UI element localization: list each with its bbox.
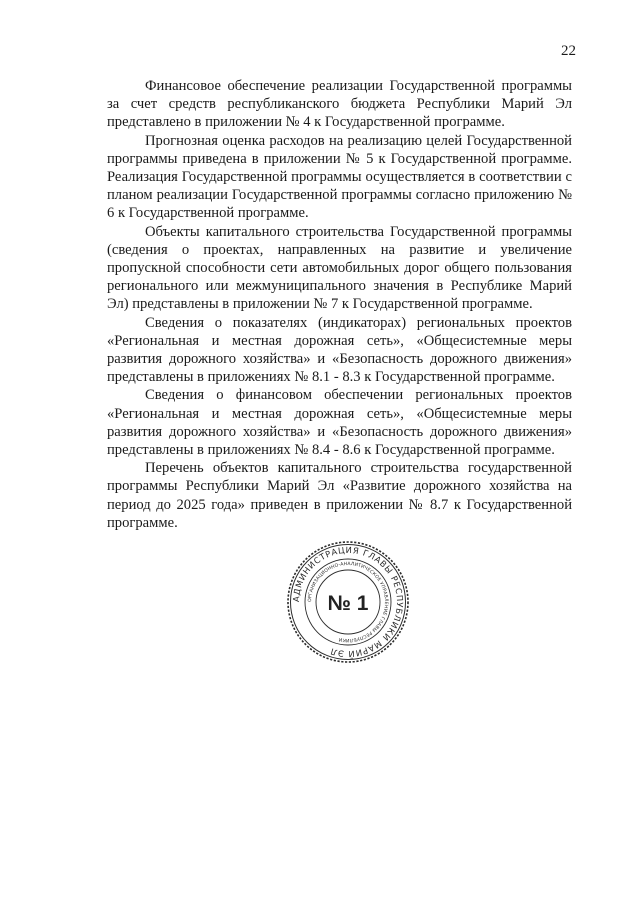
page-number: 22 bbox=[561, 43, 576, 59]
paragraph-indicators: Сведения о показателях (индикаторах) региональных проектов «Региональная и местная дорожная сеть», «Общесистемные меры развития дорожного хозяйства» и «Безопасность дорожного движения» представлены в приложениях № 8.1 - 8.3 к Государственной программе. bbox=[107, 314, 572, 386]
paragraph-capital-objects-list: Перечень объектов капитального строительства государственной программы Республики Марий Эл «Развитие дорожного хозяйства на период до 2025 года» приведен в приложении № 8.7 к Государственной программе. bbox=[107, 460, 572, 531]
seal-outer-text: АДМИНИСТРАЦИЯ ГЛАВЫ РЕСПУБЛИКИ МАРИЙ ЭЛ bbox=[290, 544, 406, 660]
paragraph-regional-projects-financing: Сведения о финансовом обеспечении региональных проектов «Региональная и местная дорожная сеть», «Общесистемные меры развития дорожного хозяйства» и «Безопасность дорожного движения» представлены в приложениях № 8.4 - 8.6 к Государственной программе. bbox=[107, 387, 572, 459]
document-body bbox=[107, 77, 572, 532]
seal-center-number: № 1 bbox=[327, 592, 369, 615]
seal-inner-text: ОРГАНИЗАЦИОННО-АНАЛИТИЧЕСКОЕ УПРАВЛЕНИЕ ГЛАВЫ РЕСПУБЛИКИ bbox=[307, 561, 389, 643]
paragraph-financing-republican-budget: Финансовое обеспечение реализации Государственной программы за счет средств республиканского бюджета Республики Марий Эл представлено в приложении № 4 к Государственной программе. bbox=[107, 78, 572, 131]
seal-graphic bbox=[286, 540, 410, 664]
paragraph-forecast-expenses: Прогнозная оценка расходов на реализацию целей Государственной программы приведена в приложении № 5 к Государственной программе. Реализация Государственной программы осуществляется в соответствии с планом реализации Государственной программы согласно приложению № 6 к Государственной программе. bbox=[107, 132, 572, 222]
paragraph-capital-construction: Объекты капитального строительства Государственной программы (сведения о проектах, направленных на развитие и увеличение пропускной способности сети автомобильных дорог общего пользования регионального или межмуниципального значения в Республике Марий Эл) представлены в приложении № 7 к Государственной программе. bbox=[107, 223, 572, 313]
official-seal bbox=[286, 540, 410, 664]
